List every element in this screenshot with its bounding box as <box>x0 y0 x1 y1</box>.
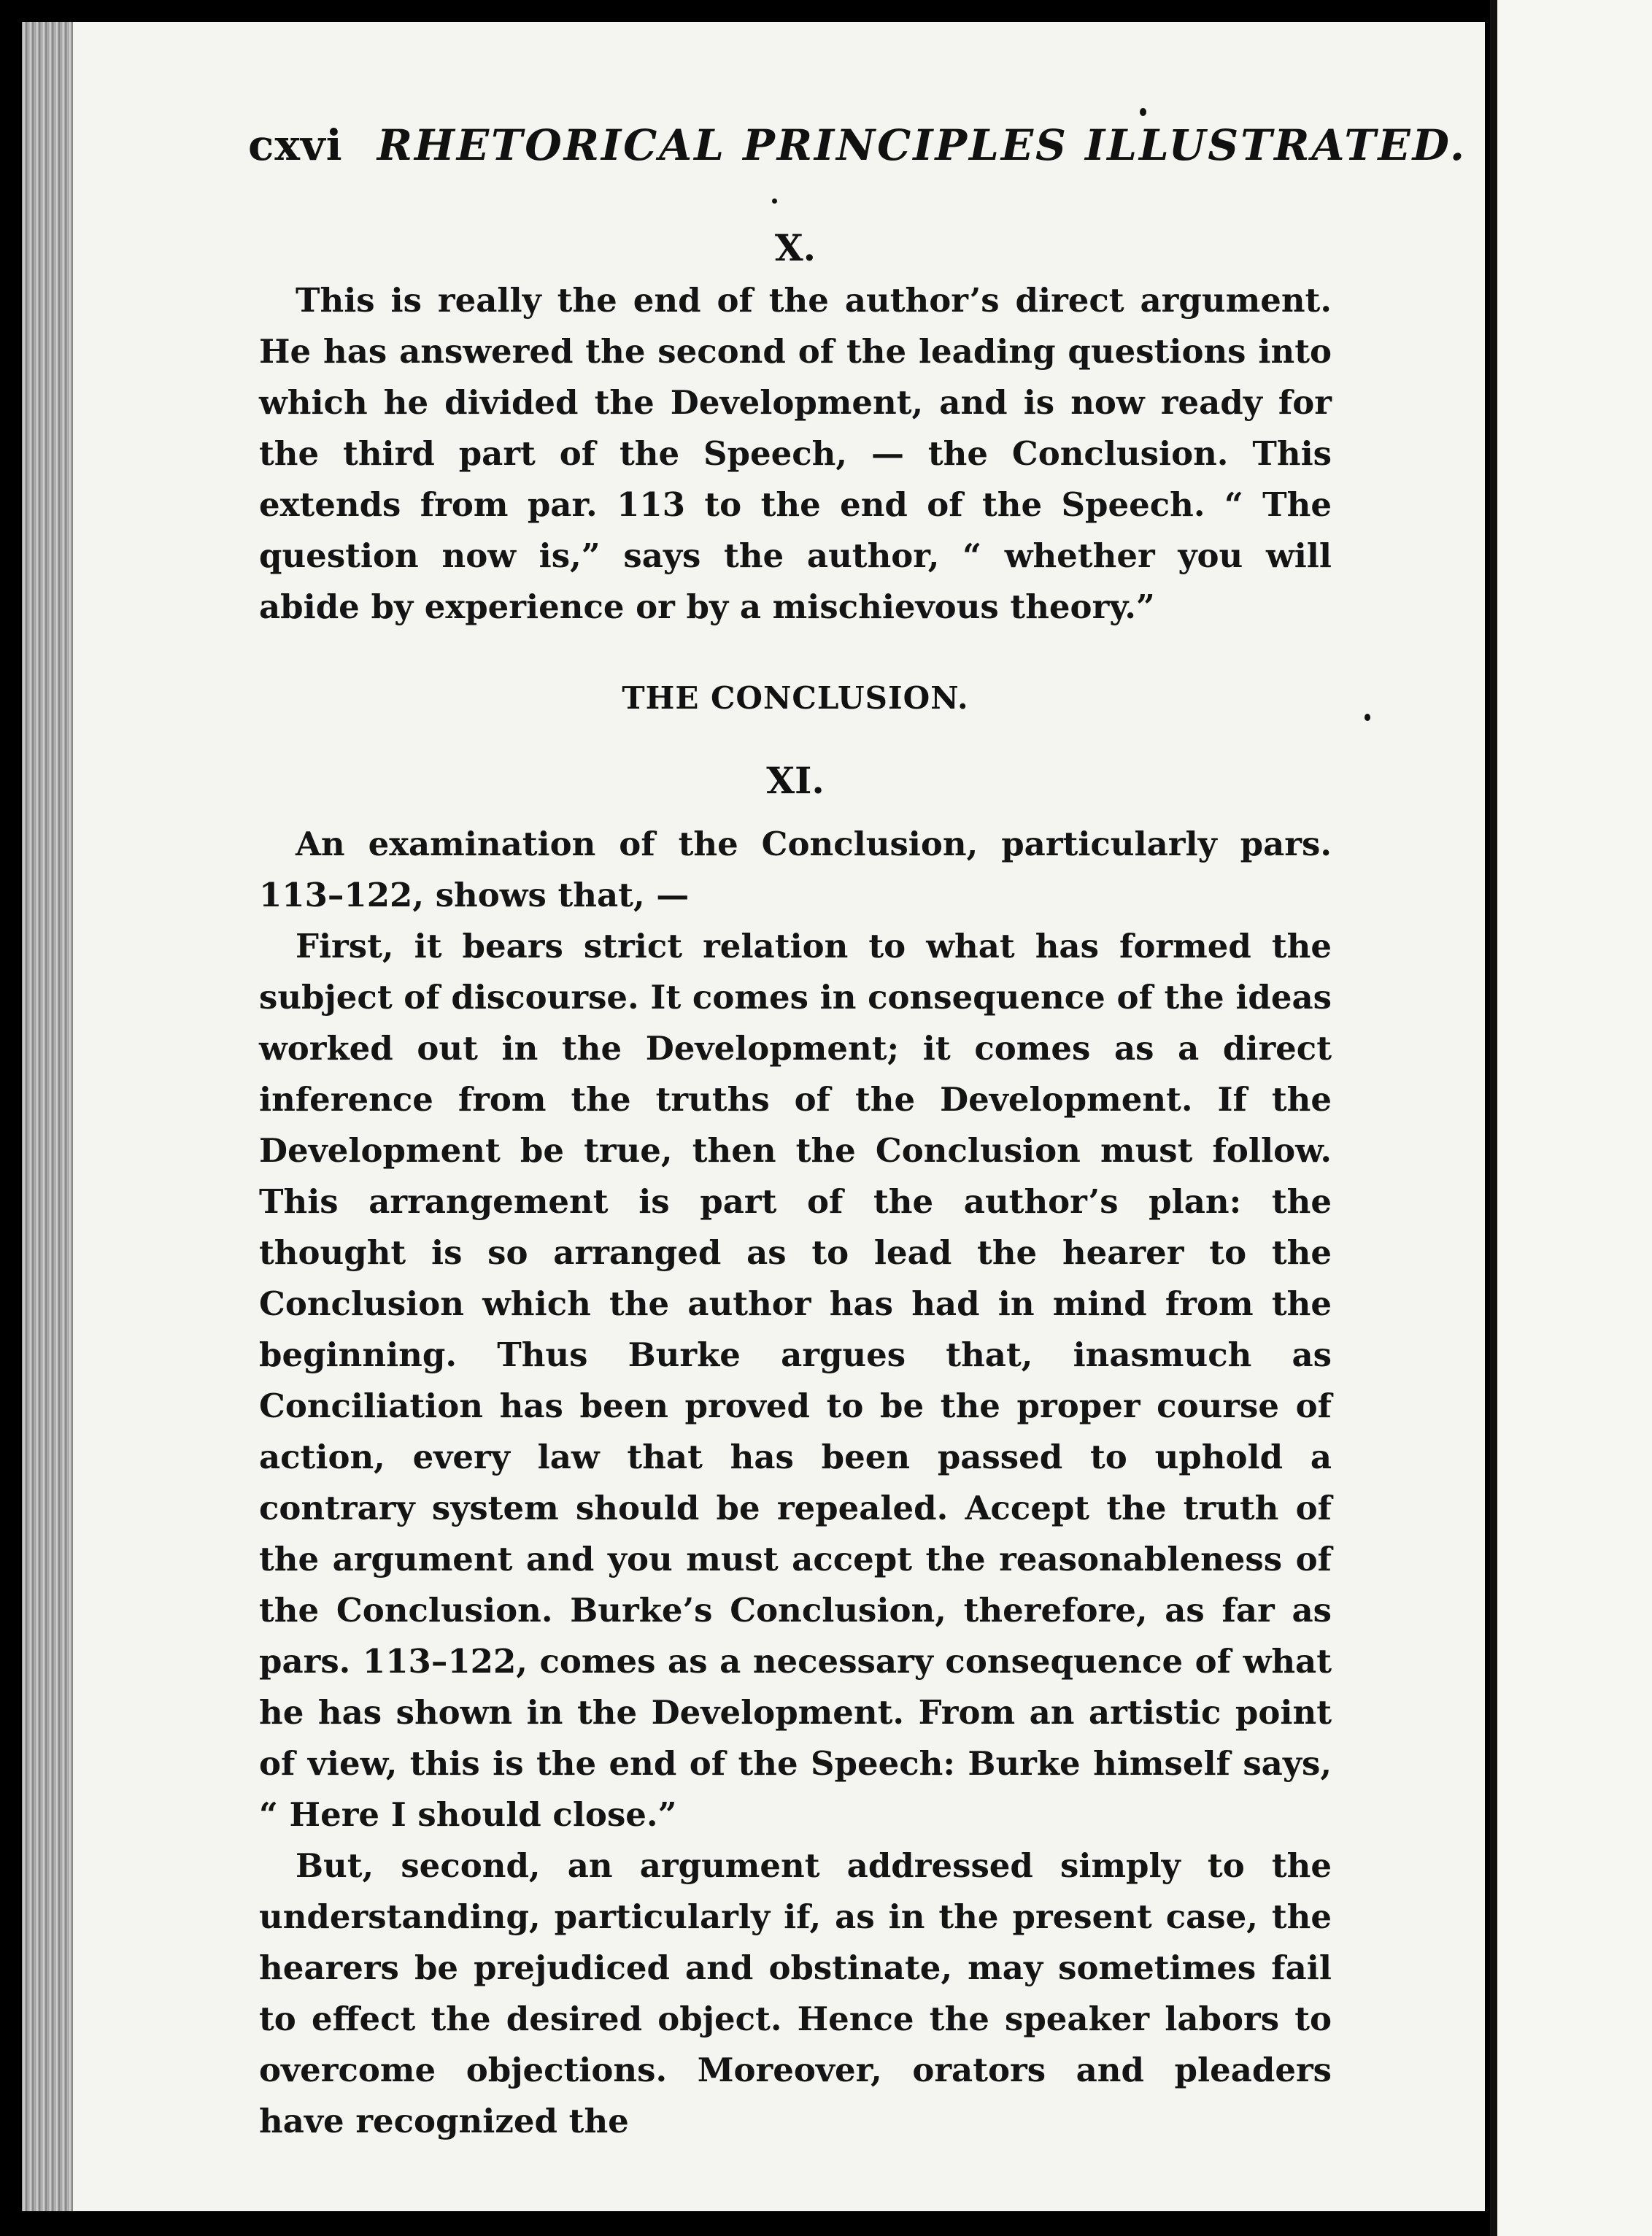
section-number-xi: XI. <box>766 759 825 802</box>
paragraph: But, second, an argument addressed simply to the understanding, particularly if, as in the present case, the hearers be prejudiced and obstinate, may sometimes fail to effect the desired object. Hence the speaker labors to overcome objections. Moreover, orators and pleaders have recognized the <box>259 1846 1332 2140</box>
section-x-paragraph: This is really the end of the author’s direct argument. He has answered the second of the leading questions into which he divided the Development, and is now ready for the third part of the Speech, — the Conclusion. This extends from par. 113 to the end of the Speech. “ The question now is,” says the author, “ whether you will abide by experience or by a mischievous theory.” <box>259 281 1332 626</box>
section-x-body <box>259 275 1332 633</box>
ink-speck <box>1140 108 1146 116</box>
ink-speck <box>1365 714 1370 721</box>
section-number-x: X. <box>774 226 817 269</box>
ink-speck <box>772 198 777 204</box>
page-number: cxvi <box>248 120 343 170</box>
section-xi-body <box>259 819 1332 2147</box>
adjacent-page <box>1497 0 1652 2236</box>
running-head <box>248 120 1467 170</box>
paragraph: An examination of the Conclusion, particularly pars. 113–122, shows that, — <box>259 825 1332 914</box>
running-title: RHETORICAL PRINCIPLES ILLUSTRATED. <box>377 120 1467 170</box>
conclusion-heading: THE CONCLUSION. <box>622 680 969 716</box>
paragraph: First, it bears strict relation to what has formed the subject of discourse. It comes in consequence of the ideas worked out in the Development; it comes as a direct inference from the truths of the Development. If the Development be true, then the Conclusion must follow. This arrangement is part of the author’s plan: the thought is so arranged as to lead the hearer to the Conclusion which the author has had in mind from the beginning. Thus Burke argues that, inasmuch as Conciliation has been proved to be the proper course of action, every law that has been passed to uphold a contrary system should be repealed. Accept the truth of the argument and you must accept the reasonableness of the Conclusion. Burke’s Conclusion, therefore, as far as pars. 113–122, comes as a necessary consequence of what he has shown in the Development. From an artistic point of view, this is the end of the Speech: Burke himself says, “ Here I should close.” <box>259 927 1332 1834</box>
